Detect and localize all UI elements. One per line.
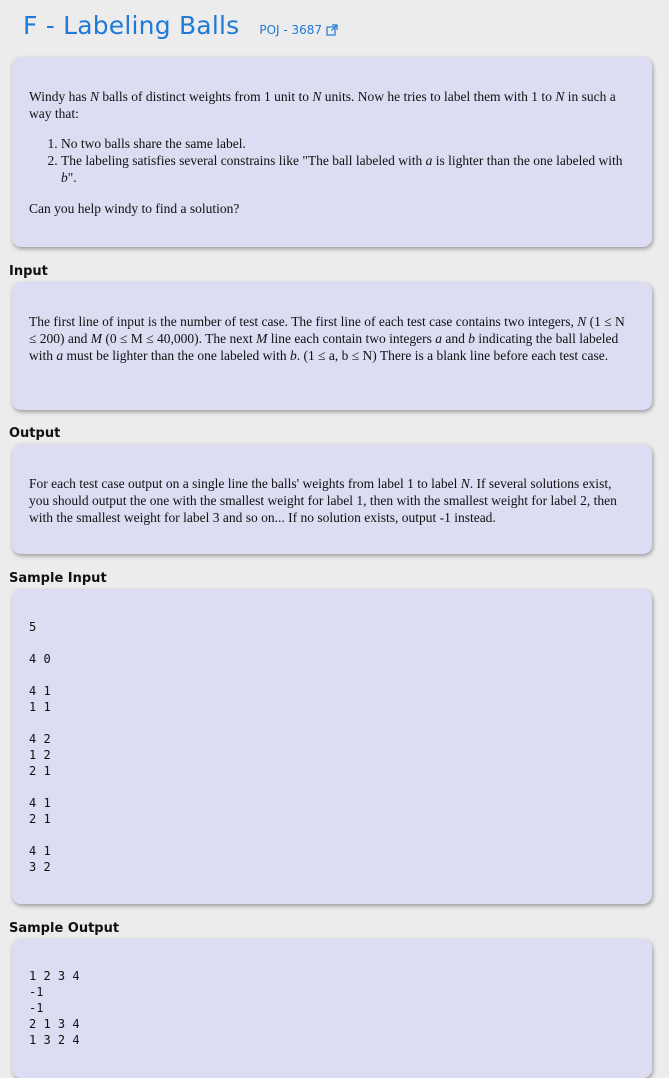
page-title: F - Labeling Balls [23,11,240,40]
input-heading: Input [9,264,48,279]
description-closing: Can you help windy to find a solution? [29,201,240,216]
page-header [23,11,338,47]
sample-output-content: 1 2 3 4 -1 -1 2 1 3 4 1 3 2 4 [29,969,80,1047]
sample-output-panel [12,939,652,1078]
sample-input-content: 5 4 0 4 1 1 1 4 2 1 2 2 1 4 1 2 1 4 1 3 2 [29,620,51,874]
sample-output-heading: Sample Output [9,921,120,936]
output-heading: Output [9,426,61,441]
list-item: 2. The labeling satisfies several constrains like "The ball labeled with a is lighter than the one labeled with b". [61,152,634,186]
source-link[interactable] [259,23,338,37]
input-text: The first line of input is the number of test case. The first line of each test case contains two integers, N (1 ≤ N ≤ 200) and M (0 ≤ M ≤ 40,000). The next M line each contain two integers a and b indicating the ball labeled with a must be lighter than the one labeled with b. (1 ≤ a, b ≤ N) There is a blank line before each test case. [29,314,625,363]
description-intro: Windy has N balls of distinct weights from 1 unit to N units. Now he tries to label them with 1 to N in such a way that: [29,89,616,121]
sample-input-panel [12,589,652,904]
input-panel [12,282,652,410]
list-item: 1. No two balls share the same label. [61,135,634,152]
source-link-label: POJ - 3687 [259,23,323,37]
rules-list [29,135,634,186]
sample-input-heading: Sample Input [9,571,107,586]
output-text: For each test case output on a single line the balls' weights from label 1 to label N. If several solutions exist, you should output the one with the smallest weight for label 1, then with the smallest weight for label 2, then with the smallest weight for label 3 and so on... If no solution exists, output -1 instead. [29,476,617,525]
output-panel [12,444,652,554]
description-panel [12,57,652,247]
external-link-icon [326,24,338,36]
